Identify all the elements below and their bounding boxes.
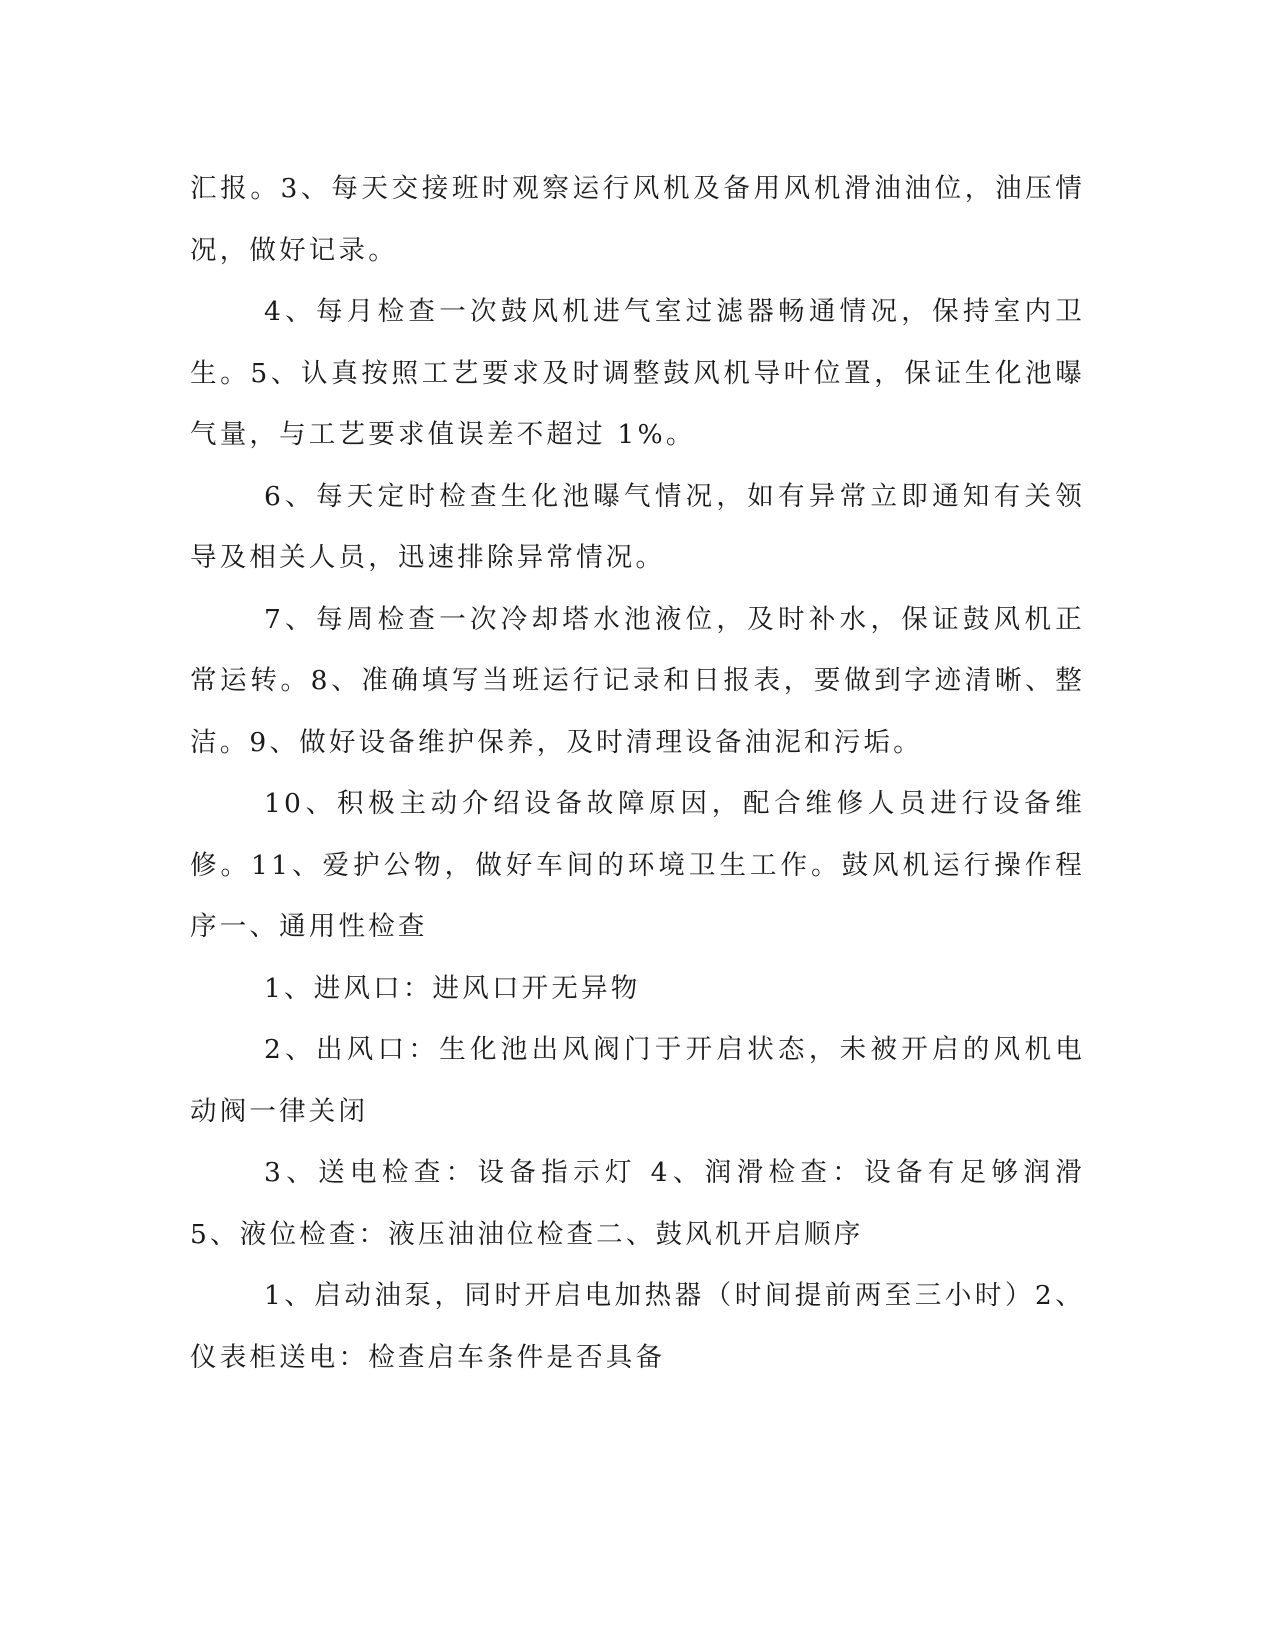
paragraph-1: 汇报。3、每天交接班时观察运行风机及备用风机滑油油位，油压情况，做好记录。 — [190, 173, 1085, 266]
paragraph-5: 10、积极主动介绍设备故障原因，配合维修人员进行设备维修。11、爱护公物，做好车间的环境卫生工作。鼓风机运行操作程序一、通用性检查 — [190, 788, 1085, 942]
paragraph-6: 1、进风口：进风口开无异物 — [264, 972, 641, 1004]
document-body — [190, 158, 1085, 1388]
paragraph-2: 4、每月检查一次鼓风机进气室过滤器畅通情况，保持室内卫生。5、认真按照工艺要求及时调整鼓风机导叶位置，保证生化池曝气量，与工艺要求值误差不超过 1%。 — [190, 296, 1085, 450]
paragraph-7: 2、出风口：生化池出风阀门于开启状态，未被开启的风机电动阀一律关闭 — [190, 1034, 1085, 1127]
paragraph-4: 7、每周检查一次冷却塔水池液位，及时补水，保证鼓风机正常运转。8、准确填写当班运行记录和日报表，要做到字迹清晰、整洁。9、做好设备维护保养，及时清理设备油泥和污垢。 — [190, 603, 1085, 758]
paragraph-8: 3、送电检查：设备指示灯 4、润滑检查：设备有足够润滑 5、液位检查：液压油油位检查二、鼓风机开启顺序 — [190, 1157, 1085, 1250]
paragraph-9: 1、启动油泵，同时开启电加热器（时间提前两至三小时）2、仪表柜送电：检查启车条件是否具备 — [190, 1280, 1085, 1373]
paragraph-3: 6、每天定时检查生化池曝气情况，如有异常立即通知有关领导及相关人员，迅速排除异常情况。 — [190, 480, 1085, 573]
